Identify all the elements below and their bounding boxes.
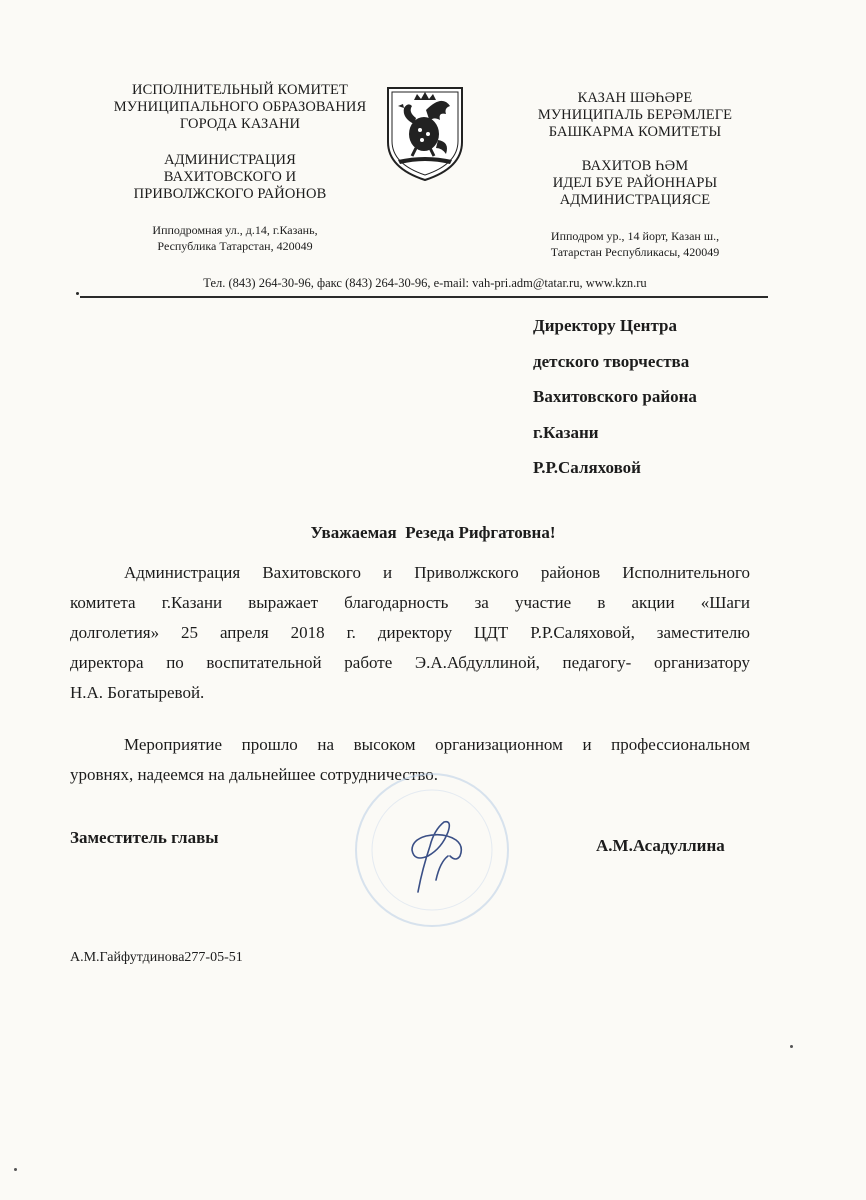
greeting: Уважаемая Резеда Рифгатовна! xyxy=(310,523,556,542)
address-line: Республика Татарстан, 420049 xyxy=(157,239,313,253)
addressee-line: детского творчества xyxy=(533,351,690,371)
scan-speck xyxy=(790,1045,793,1048)
address-line: Ипподром ур., 14 йорт, Казан ш., xyxy=(550,229,720,243)
header-line: ИДЕЛ БУЕ РАЙОННАРЫ xyxy=(552,175,718,191)
header-left-address xyxy=(100,222,370,254)
addressee-block xyxy=(533,316,697,494)
paragraph-line: Администрация Вахитовского и Приволжского районов Исполнительного xyxy=(124,563,750,582)
header-line: БАШКАРМА КОМИТЕТЫ xyxy=(548,124,722,140)
header-right-organization xyxy=(490,90,780,141)
header-right-administration xyxy=(490,158,780,209)
addressee-line: Вахитовского района xyxy=(533,387,697,406)
header-left-organization xyxy=(70,82,410,133)
header-line: КАЗАН ШӘҺӘРЕ xyxy=(577,90,693,106)
header-line: ВАХИТОВСКОГО И xyxy=(163,169,297,185)
paragraph-line: Мероприятие прошло на высоком организационном и профессиональном xyxy=(124,735,750,754)
header-line: ИСПОЛНИТЕЛЬНЫЙ КОМИТЕТ xyxy=(132,82,348,98)
divider-dot xyxy=(76,292,79,295)
address-line: Татарстан Республикасы, 420049 xyxy=(550,245,720,259)
addressee-line: Р.Р.Саляховой xyxy=(533,458,641,477)
header-divider xyxy=(80,296,768,298)
header-line: АДМИНИСТРАЦИЯ xyxy=(164,152,296,168)
header-line: МУНИЦИПАЛЬНОГО ОБРАЗОВАНИЯ xyxy=(113,99,367,115)
header-right-address xyxy=(490,228,780,260)
official-stamp-and-signature xyxy=(352,770,512,930)
address-line: Ипподромная ул., д.14, г.Казань, xyxy=(152,223,318,237)
paragraph-line: комитета г.Казани выражает благодарность за участие в акции «Шаги xyxy=(70,593,750,612)
paragraph-line: Н.А. Богатыревой. xyxy=(70,683,205,702)
addressee-line: г.Казани xyxy=(533,422,599,442)
paragraph-line: уровнях, надеемся на дальнейшее сотрудничество. xyxy=(70,765,439,784)
executor-contact: А.М.Гайфутдинова277-05-51 xyxy=(70,950,243,965)
signatory-name: А.М.Асадуллина xyxy=(596,836,725,855)
scan-speck xyxy=(14,1168,17,1171)
header-line: ВАХИТОВ ҺӘМ xyxy=(581,158,689,174)
header-line: МУНИЦИПАЛЬ БЕРӘМЛЕГЕ xyxy=(537,107,733,123)
contact-line: Тел. (843) 264-30-96, факс (843) 264-30-96, e-mail: vah-pri.adm@tatar.ru, www.kzn.ru xyxy=(203,276,647,290)
header-left-administration xyxy=(70,152,390,203)
header-line: ПРИВОЛЖСКОГО РАЙОНОВ xyxy=(133,186,327,202)
header-line: АДМИНИСТРАЦИЯСЕ xyxy=(559,192,711,208)
addressee-line: Директору Центра xyxy=(533,316,677,335)
signatory-title: Заместитель главы xyxy=(70,828,219,847)
paragraph-line: долголетия» 25 апреля 2018 г. директору ЦДТ Р.Р.Саляховой, заместителю xyxy=(70,623,750,642)
header-line: ГОРОДА КАЗАНИ xyxy=(179,116,301,132)
paragraph-line: директора по воспитательной работе Э.А.Абдуллиной, педагогу- организатору xyxy=(70,653,750,672)
paragraph-gratitude xyxy=(70,558,750,708)
kazan-coat-of-arms-icon xyxy=(384,84,466,182)
